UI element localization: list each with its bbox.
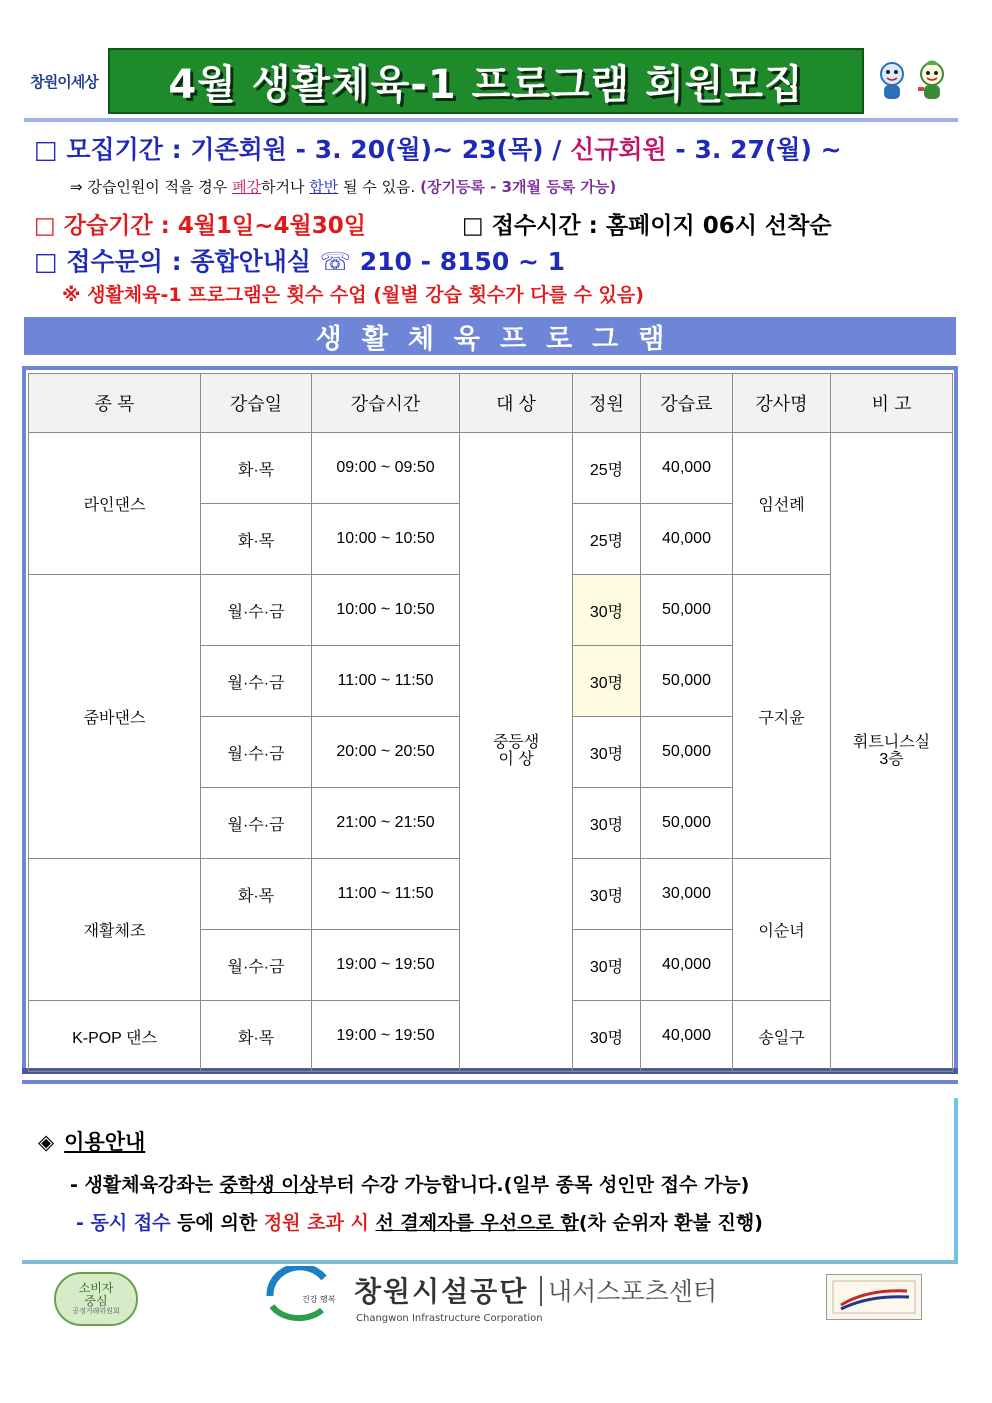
target-line1: 중등생 — [492, 734, 540, 752]
usage-line-2-c: 정원 초과 시 — [263, 1212, 369, 1234]
class-days: 화·목 — [201, 433, 312, 504]
class-time: 09:00 ~ 09:50 — [312, 433, 460, 504]
usage-line-1-b: 중학생 이상 — [219, 1174, 318, 1196]
class-time: 10:00 ~ 10:50 — [312, 575, 460, 646]
program-name: 라인댄스 — [29, 433, 201, 575]
program-name: 줌바댄스 — [29, 575, 201, 859]
program-table — [28, 373, 953, 1072]
fee: 40,000 — [641, 1001, 733, 1072]
badge-line-2: 중심 — [84, 1294, 108, 1309]
section-title: 생활체육프로그램 — [315, 323, 685, 355]
usage-line-1-a: - 생활체육강좌는 — [70, 1174, 220, 1196]
recruit-period-new-label: 신규회원 — [570, 135, 667, 164]
capacity: 30명 — [573, 717, 641, 788]
certification-mark-icon — [826, 1274, 922, 1320]
city-logo — [28, 58, 100, 104]
footer-divider — [22, 1263, 958, 1264]
table-bottom-divider — [22, 1080, 958, 1084]
instructor: 이순녀 — [733, 859, 831, 1001]
usage-title — [38, 1126, 145, 1156]
class-days: 화·목 — [201, 1001, 312, 1072]
fee: 50,000 — [641, 717, 733, 788]
fee: 50,000 — [641, 575, 733, 646]
badge-line-3: 공정거래위원회 — [72, 1307, 120, 1316]
cancel-notice-end: 될 수 있음. — [338, 178, 421, 196]
class-period: □ 강습기간 : 4월1일~4월30일 — [34, 213, 366, 239]
fee: 30,000 — [641, 859, 733, 930]
class-time: 20:00 ~ 20:50 — [312, 717, 460, 788]
mascot-icon — [872, 56, 956, 104]
class-time: 10:00 ~ 10:50 — [312, 504, 460, 575]
table-header-row — [29, 374, 953, 433]
capacity: 30명 — [573, 646, 641, 717]
header-note: 비 고 — [831, 374, 953, 433]
title-divider — [24, 118, 958, 122]
class-time: 19:00 ~ 19:50 — [312, 930, 460, 1001]
cancel-notice-close: 폐강 — [232, 178, 262, 196]
section-title-bar — [24, 317, 956, 355]
cancel-notice — [70, 176, 616, 197]
class-days: 화·목 — [201, 504, 312, 575]
recruit-period-new-date: - 3. 27(월) ~ — [666, 135, 842, 164]
badge-line-1: 소비자 — [78, 1280, 114, 1295]
corp-separator — [540, 1276, 542, 1306]
program-name: 재활체조 — [29, 859, 201, 1001]
class-days: 월·수·금 — [201, 575, 312, 646]
capacity: 25명 — [573, 504, 641, 575]
usage-line-1-c: 부터 수강 가능합니다.(일부 종목 성인만 접수 가능) — [317, 1174, 750, 1196]
cancel-notice-or: 하거나 — [261, 178, 310, 196]
diamond-icon: ◈ — [38, 1130, 55, 1154]
note-cell — [831, 433, 953, 1072]
usage-title-text: 이용안내 — [64, 1130, 146, 1154]
capacity: 30명 — [573, 859, 641, 930]
recruit-period-existing: □ 모집기간 : 기존회원 - 3. 20(월)~ 23(목) / — [34, 135, 571, 164]
note-line1: 휘트니스실 — [852, 734, 931, 752]
header-category: 종 목 — [29, 374, 201, 433]
cancel-notice-text: ⇒ 강습인원이 적을 경우 — [70, 178, 233, 196]
corporation-name: 창원시설공단 — [354, 1275, 529, 1308]
fee: 50,000 — [641, 646, 733, 717]
city-logo-text: 창원이세상 — [30, 72, 98, 91]
class-days: 월·수·금 — [201, 930, 312, 1001]
instructor: 임선례 — [733, 433, 831, 575]
program-name: K-POP 댄스 — [29, 1001, 201, 1072]
inquiry-contact: □ 접수문의 : 종합안내실 ☏ 210 - 8150 ~ 1 — [34, 247, 566, 276]
capacity: 30명 — [573, 788, 641, 859]
target-cell — [460, 433, 573, 1072]
usage-line-2-b: 등에 의한 — [170, 1212, 264, 1234]
corporation-english-name: Changwon Infrastructure Corporation — [356, 1313, 543, 1324]
corporation-logo-icon — [262, 1266, 342, 1326]
capacity: 30명 — [573, 575, 641, 646]
session-count-notice: ※ 생활체육-1 프로그램은 횟수 수업 (월별 강습 횟수가 다를 수 있음) — [62, 284, 644, 306]
corp-slogan: 건강 행복 — [302, 1295, 336, 1304]
class-days: 월·수·금 — [201, 717, 312, 788]
capacity: 25명 — [573, 433, 641, 504]
usage-line-1 — [70, 1170, 749, 1197]
page-title-banner — [108, 48, 864, 114]
header-days: 강습일 — [201, 374, 312, 433]
reception-time: □ 접수시간 : 홈페이지 06시 선착순 — [462, 213, 832, 239]
instructor: 구지윤 — [733, 575, 831, 859]
consumer-badge — [54, 1272, 138, 1326]
table-row — [29, 433, 953, 504]
class-days: 화·목 — [201, 859, 312, 930]
header-fee: 강습료 — [641, 374, 733, 433]
class-time: 11:00 ~ 11:50 — [312, 859, 460, 930]
class-days: 월·수·금 — [201, 646, 312, 717]
fee: 40,000 — [641, 433, 733, 504]
class-time: 19:00 ~ 19:50 — [312, 1001, 460, 1072]
instructor: 송일구 — [733, 1001, 831, 1072]
page-title: 4월 생활체육-1 프로그램 회원모집 — [168, 61, 804, 108]
header-target: 대 상 — [460, 374, 573, 433]
sports-center-name: 내서스포츠센터 — [548, 1277, 718, 1306]
class-time: 11:00 ~ 11:50 — [312, 646, 460, 717]
header-time: 강습시간 — [312, 374, 460, 433]
capacity: 30명 — [573, 930, 641, 1001]
target-line2: 이 상 — [498, 751, 534, 768]
fee: 40,000 — [641, 930, 733, 1001]
fee: 40,000 — [641, 504, 733, 575]
note-line2: 3층 — [879, 751, 904, 768]
class-time: 21:00 ~ 21:50 — [312, 788, 460, 859]
usage-line-2-f: (차 순위자 환불 진행) — [578, 1212, 763, 1234]
usage-line-2-a: - 동시 접수 — [76, 1212, 171, 1234]
recruit-period — [34, 130, 842, 166]
capacity: 30명 — [573, 1001, 641, 1072]
header-instructor: 강사명 — [733, 374, 831, 433]
usage-line-2 — [76, 1208, 763, 1235]
cancel-notice-merge: 합반 — [309, 178, 339, 196]
long-term-notice: (장기등록 - 3개월 등록 가능) — [420, 178, 617, 196]
class-days: 월·수·금 — [201, 788, 312, 859]
fee: 50,000 — [641, 788, 733, 859]
usage-line-2-e: 선 결제자를 우선으로 함 — [375, 1212, 579, 1234]
header-capacity: 정원 — [573, 374, 641, 433]
